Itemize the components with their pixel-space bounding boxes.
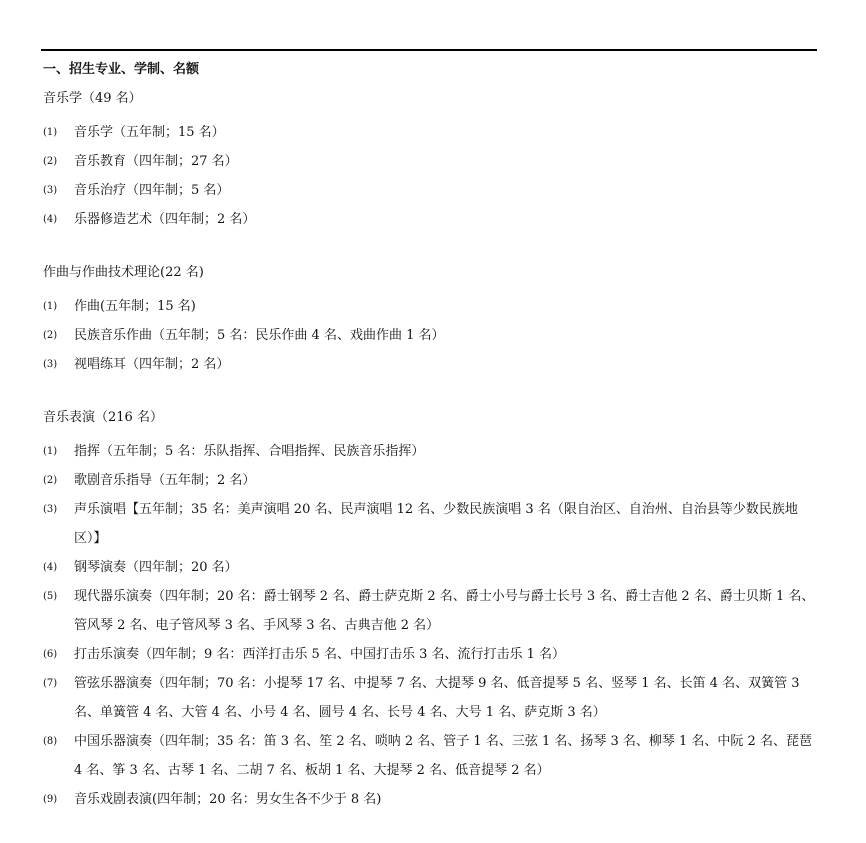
program-item: [43, 640, 823, 669]
program-item: [43, 785, 823, 814]
group-title: 作曲与作曲技术理论(22 名): [43, 265, 204, 280]
program-list: [43, 292, 823, 379]
program-list: [43, 437, 823, 814]
major-groups: [43, 89, 823, 814]
program-item: [43, 437, 823, 466]
item-number: (2): [43, 330, 58, 341]
item-number: (5): [43, 591, 58, 602]
item-number: (7): [43, 678, 58, 689]
program-item: [43, 495, 823, 553]
item-text: 管弦乐器演奏（四年制；70 名：小提琴 17 名、中提琴 7 名、大提琴 9 名、低音提琴 5 名、竖琴 1 名、长笛 4 名、双簧管 3 名、单簧管 4 名、大管 4 名、小号 4 名、圆号 4 名、长号 4 名、大号 1 名、萨克斯 3 名）: [74, 676, 800, 720]
item-text: 民族音乐作曲（五年制；5 名：民乐作曲 4 名、戏曲作曲 1 名）: [74, 328, 445, 343]
program-item: [43, 176, 823, 205]
item-text: 打击乐演奏（四年制；9 名：西洋打击乐 5 名、中国打击乐 3 名、流行打击乐 1 名）: [74, 647, 566, 662]
item-text: 指挥（五年制；5 名：乐队指挥、合唱指挥、民族音乐指挥）: [74, 444, 425, 459]
program-item: [43, 727, 823, 785]
program-item: [43, 321, 823, 350]
top-rule: [41, 49, 817, 51]
item-text: 钢琴演奏（四年制；20 名）: [74, 560, 238, 575]
major-group: [43, 263, 823, 379]
program-item: [43, 350, 823, 379]
item-number: (8): [43, 736, 58, 747]
program-list: [43, 118, 823, 234]
group-title: 音乐表演（216 名）: [43, 410, 163, 425]
item-number: (4): [43, 562, 58, 573]
item-number: (3): [43, 185, 58, 196]
section-heading: 一、招生专业、学制、名额: [43, 62, 200, 77]
item-text: 作曲(五年制；15 名): [74, 299, 196, 314]
item-number: (9): [43, 794, 58, 805]
item-text: 音乐戏剧表演(四年制；20 名：男女生各不少于 8 名): [74, 792, 382, 807]
item-number: (3): [43, 359, 58, 370]
item-text: 乐器修造艺术（四年制；2 名）: [74, 212, 256, 227]
item-text: 声乐演唱【五年制；35 名：美声演唱 20 名、民声演唱 12 名、少数民族演唱 3 名（限自治区、自治州、自治县等少数民族地区）】: [74, 502, 798, 546]
item-text: 歌剧音乐指导（五年制；2 名）: [74, 473, 256, 488]
major-group: [43, 89, 823, 234]
item-text: 中国乐器演奏（四年制；35 名：笛 3 名、笙 2 名、唢呐 2 名、管子 1 名、三弦 1 名、扬琴 3 名、柳琴 1 名、中阮 2 名、琵琶 4 名、筝 3 名、古琴 1 名、二胡 7 名、板胡 1 名、大提琴 2 名、低音提琴 2 名）: [74, 734, 812, 778]
item-number: (2): [43, 156, 58, 167]
item-text: 音乐治疗（四年制；5 名）: [74, 183, 230, 198]
major-group: [43, 408, 823, 814]
item-text: 视唱练耳（四年制；2 名）: [74, 357, 230, 372]
item-number: (1): [43, 127, 58, 138]
item-text: 音乐学（五年制；15 名）: [74, 125, 225, 140]
item-number: (4): [43, 214, 58, 225]
program-item: [43, 147, 823, 176]
item-number: (6): [43, 649, 58, 660]
program-item: [43, 466, 823, 495]
document-body: [43, 60, 823, 843]
item-number: (3): [43, 504, 58, 515]
group-title: 音乐学（49 名）: [43, 91, 142, 106]
item-number: (2): [43, 475, 58, 486]
program-item: [43, 553, 823, 582]
program-item: [43, 118, 823, 147]
item-number: (1): [43, 301, 58, 312]
program-item: [43, 205, 823, 234]
program-item: [43, 582, 823, 640]
program-item: [43, 669, 823, 727]
item-text: 音乐教育（四年制；27 名）: [74, 154, 238, 169]
item-text: 现代器乐演奏（四年制；20 名：爵士钢琴 2 名、爵士萨克斯 2 名、爵士小号与爵士长号 3 名、爵士吉他 2 名、爵士贝斯 1 名、管风琴 2 名、电子管风琴 3 名、手风琴 3 名、古典吉他 2 名）: [74, 589, 815, 633]
program-item: [43, 292, 823, 321]
item-number: (1): [43, 446, 58, 457]
